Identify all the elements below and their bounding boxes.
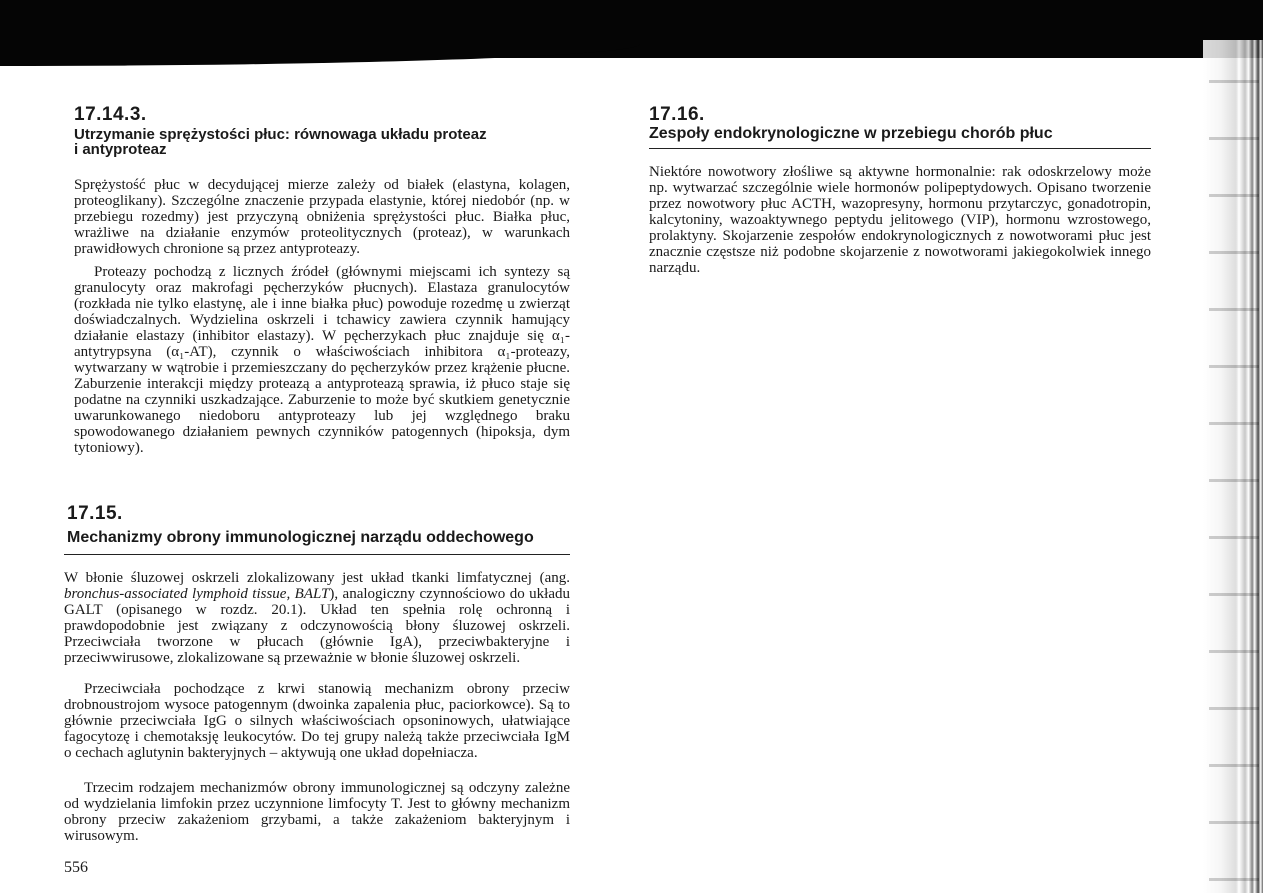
section-number-17-15: 17.15. bbox=[67, 503, 123, 524]
balt-term: bronchus-associated lymphoid tissue, BALT bbox=[64, 586, 330, 602]
paragraph-balt: W błonie śluzowej oskrzeli zlokalizowany jest układ tkanki limfatycznej (ang. bronchus-associated lymphoid tissue, BALT), analogiczny czynnościowo do układu GALT (opisanego w rozdz. 20.1). Układ ten spełnia rolę ochronną i prawdopodobnie jest związany z odczynowością błony śluzowej oskrzeli. Przeciwciała tworzone w płucach (głównie IgA), przeciwbakteryjne i przeciwwirusowe, zlokalizowane są przeważnie w błonie śluzowej oskrzeli. bbox=[64, 570, 570, 666]
section-title-line1: Utrzymanie sprężystości płuc: równowaga układu proteaz bbox=[74, 126, 487, 143]
section-underline bbox=[64, 554, 570, 555]
paragraph-blood-antibodies: Przeciwciała pochodzące z krwi stanowią mechanizm obrony przeciw drobnoustrojom wysoce patogennym (dwoinka zapalenia płuc, paciorkowce). Są to głównie przeciwciała IgG o silnych właściwościach opsoninowych, ułatwiające fagocytozę i chemotaksję leukocytów. Do tej grupy należą także przeciwciała IgM o cechach aglutynin bakteryjnych – aktywują one układ dopełniacza. bbox=[64, 681, 570, 761]
section-title-immunology: Mechanizmy obrony immunologicznej narządu oddechowego bbox=[67, 529, 534, 546]
section-underline bbox=[649, 148, 1151, 149]
section-title-line2: i antyproteaz bbox=[74, 141, 167, 158]
paragraph-endocrine: Niektóre nowotwory złośliwe są aktywne hormonalnie: rak odoskrzelowy może np. wytwarzać szczególnie wiele hormonów polipeptydowych. Opisano tworzenie przez nowotwory płuc ACTH, wazopresyny, hormonu przytarczyc, gonadotropin, kalcytoniny, wazoaktywnego peptydu jelitowego (VIP), hormonu wzrostowego, prolaktyny. Skojarzenie zespołów endokrynologicznych z nowotworami płuc jest znacznie częstsze niż podobne skojarzenie z nowotworami jakiegokolwiek innego narządu. bbox=[649, 164, 1151, 276]
paragraph-lymphokines: Trzecim rodzajem mechanizmów obrony immunologicznej są odczyny zależne od wydzielania limfokin przez uczynnione limfocyty T. Jest to główny mechanizm obrony przeciw zakażeniom grzybami, a także zakażeniom bakteryjnym i wirusowym. bbox=[64, 780, 570, 844]
paragraph-proteases: Proteazy pochodzą z licznych źródeł (głównymi miejscami ich syntezy są granulocyty oraz makrofagi pęcherzyków płucnych). Elastaza granulocytów (rozkłada nie tylko elastynę, ale i inne białka płuc) powoduje rozedmę u zwierząt doświadczalnych. Wydzielina oskrzeli i tchawicy zawiera czynnik hamujący działanie elastazy (inhibitor elastazy). W pęcherzykach płuc znajduje się α₁-antytrypsyna (α₁-AT), czynnik o właściwościach inhibitora α₁-proteazy, wytwarzany w wątrobie i przemieszczany do pęcherzyków przez krążenie płucne. Zaburzenie interakcji między proteazą a antyproteazą sprawia, iż płuco staje się podatne na czynniki uszkadzające. Zaburzenie to może być skutkiem genetycznie uwarunkowanego niedoboru antyproteazy lub jej względnego braku spowodowanego działaniem pewnych czynników patogennych (hipoksja, dym tytoniowy). bbox=[74, 264, 570, 456]
section-title-endocrine: Zespoły endokrynologiczne w przebiegu chorób płuc bbox=[649, 125, 1053, 142]
scan-top-shadow-curve bbox=[0, 44, 640, 66]
book-page-edge-texture bbox=[1209, 50, 1259, 890]
page-number: 556 bbox=[64, 859, 88, 876]
section-number-17-16: 17.16. bbox=[649, 104, 705, 125]
section-number-17-14-3: 17.14.3. bbox=[74, 104, 147, 125]
paragraph-elasticity: Sprężystość płuc w decydującej mierze zależy od białek (elastyna, kolagen, proteoglikany). Szczególne znaczenie przypada elastynie, której niedobór (np. w przebiegu rozedmy) jest przyczyną obniżenia sprężystości płuc. Białka płuc, wrażliwe na działanie enzymów proteolitycznych (proteaz), w warunkach prawidłowych chronione są przez antyproteazy. bbox=[74, 177, 570, 257]
